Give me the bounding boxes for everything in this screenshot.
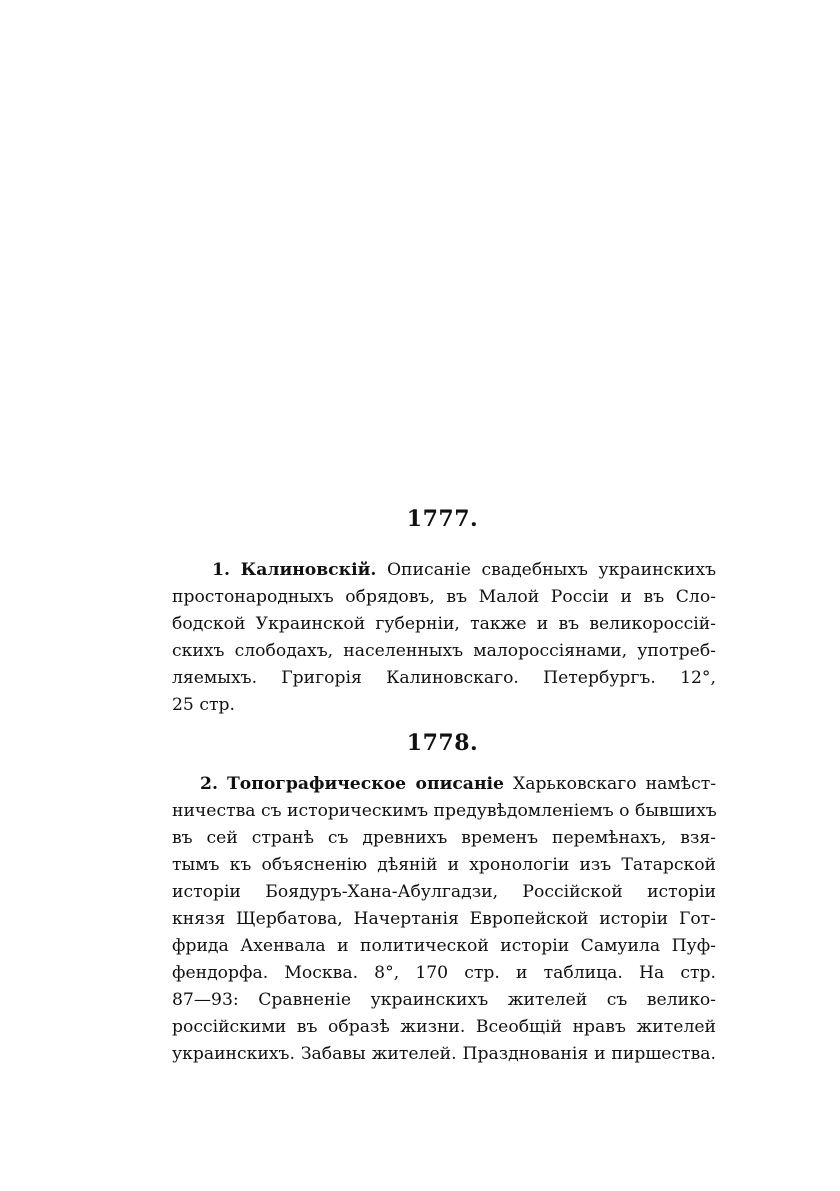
entry-text-line: князя Щербатова, Начертанія Европейской исторіи Гот- — [172, 909, 716, 929]
entry-text-line: тымъ къ объясненію дѣяній и хронологіи изъ Татарской — [172, 855, 716, 875]
entry-text-line: россійскими въ образѣ жизни. Всеобщій нравъ жителей — [172, 1017, 716, 1037]
entry-text-line: 87—93: Сравненіе украинскихъ жителей съ велико- — [172, 990, 716, 1010]
year-heading-1778: 1778. — [406, 730, 479, 756]
entry-text-line: фендорфа. Москва. 8°, 170 стр. и таблица. На стр. — [172, 963, 716, 983]
entry-text-line: скихъ слободахъ, населенныхъ малороссіянами, употреб- — [172, 641, 716, 661]
entry-text-line: исторіи Боядуръ-Хана-Абулгадзи, Россійской исторіи — [172, 882, 716, 902]
entry-text-line: 25 стр. — [172, 695, 235, 715]
entry-text-line: украинскихъ. Забавы жителей. Празднованія и пиршества. — [172, 1044, 716, 1064]
year-heading-1777: 1777. — [406, 506, 479, 532]
entry-title: Топографическое описаніе — [226, 774, 504, 794]
entry-first-line — [172, 771, 716, 798]
entry-first-line — [172, 557, 716, 584]
entry-number: 1. — [212, 560, 230, 580]
entry-text-line: фрида Ахенвала и политической исторіи Самуила Пуф- — [172, 936, 716, 956]
entry-text-line: Описаніе свадебныхъ украинскихъ — [386, 560, 717, 580]
bibliography-entry-1 — [172, 557, 716, 719]
entry-text-line: ничества съ историческимъ предувѣдомленіемъ о бывшихъ — [172, 801, 717, 821]
bibliography-entry-2 — [172, 771, 716, 1068]
entry-text-line: въ сей странѣ съ древнихъ временъ перемѣнахъ, взя- — [172, 828, 716, 848]
entry-text-line: ляемыхъ. Григорія Калиновскаго. Петербургъ. 12°, — [172, 668, 716, 688]
entry-author: Калиновскій. — [240, 560, 377, 580]
entry-text-line: бодской Украинской губерніи, также и въ великороссій- — [172, 614, 716, 634]
entry-text-line: Харьковскаго намѣст- — [513, 774, 717, 794]
entry-number: 2. — [200, 774, 218, 794]
entry-text-line: простонародныхъ обрядовъ, въ Малой Россіи и въ Сло- — [172, 587, 716, 607]
